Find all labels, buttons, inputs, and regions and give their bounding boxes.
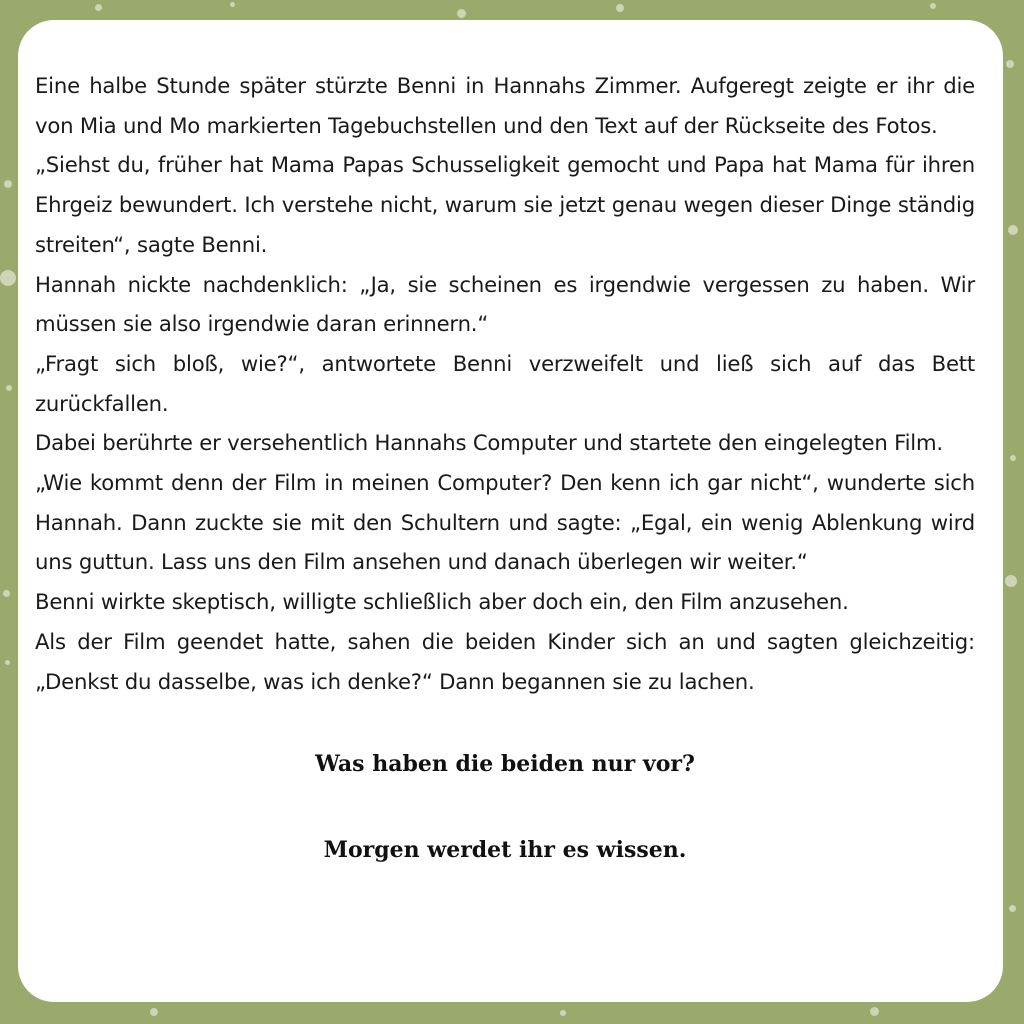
story-paragraph: Eine halbe Stunde später stürzte Benni in Hannahs Zimmer. Aufgeregt zeigte er ihr die von Mia und Mo markierten Tagebuchstellen und den Text auf der Rückseite des Fotos. (35, 73, 975, 138)
teaser-answer: Morgen werdet ihr es wissen. (323, 837, 687, 864)
speckle-decoration (95, 4, 102, 11)
story-paragraph: Benni wirkte skeptisch, willigte schließlich aber doch ein, den Film anzusehen. (35, 589, 849, 615)
speckle-decoration (1008, 225, 1018, 235)
speckle-decoration (230, 2, 235, 7)
speckle-decoration (1009, 905, 1016, 912)
speckle-decoration (150, 1008, 158, 1016)
story-paragraph: „Fragt sich bloß, wie?“, antwortete Benni verzweifelt und ließ sich auf das Bett zurückfallen. (35, 350, 975, 416)
speckle-decoration (5, 660, 10, 665)
story-paragraph: Dabei berührte er versehentlich Hannahs Computer und startete den eingelegten Film. (35, 430, 943, 456)
speckle-decoration (1010, 455, 1016, 461)
story-paragraph: Hannah nickte nachdenklich: „Ja, sie scheinen es irgendwie vergessen zu haben. Wir müssen sie also irgendwie daran erinnern.“ (35, 271, 975, 337)
story-paragraph: Als der Film geendet hatte, sahen die beiden Kinder sich an und sagten gleichzeitig: „Denkst du dasselbe, was ich denke?“ Dann begannen sie zu lachen. (35, 628, 975, 694)
speckle-decoration (0, 270, 16, 286)
speckle-decoration (616, 4, 624, 12)
story-text (35, 66, 975, 701)
story-paragraph: „Siehst du, früher hat Mama Papas Schusseligkeit gemocht und Papa hat Mama für ihren Ehrgeiz bewundert. Ich verstehe nicht, warum sie jetzt genau wegen dieser Dinge ständig streiten“, sagte Benni. (35, 152, 975, 257)
story-paragraph: „Wie kommt denn der Film in meinen Computer? Den kenn ich gar nicht“, wunderte sich Hannah. Dann zuckte sie mit den Schultern und sagte: „Egal, ein wenig Ablenkung wird uns guttun. Lass uns den Film ansehen und danach überlegen wir weiter.“ (35, 470, 975, 575)
story-card (18, 20, 1003, 1002)
speckle-decoration (1006, 60, 1014, 68)
speckle-decoration (6, 385, 12, 391)
speckle-decoration (930, 3, 936, 9)
teaser-question: Was haben die beiden nur vor? (315, 751, 695, 778)
speckle-decoration (4, 180, 12, 188)
speckle-decoration (1005, 575, 1017, 587)
speckle-decoration (560, 1010, 566, 1016)
speckle-decoration (3, 590, 10, 597)
speckle-decoration (457, 9, 466, 18)
speckle-decoration (870, 1007, 879, 1016)
